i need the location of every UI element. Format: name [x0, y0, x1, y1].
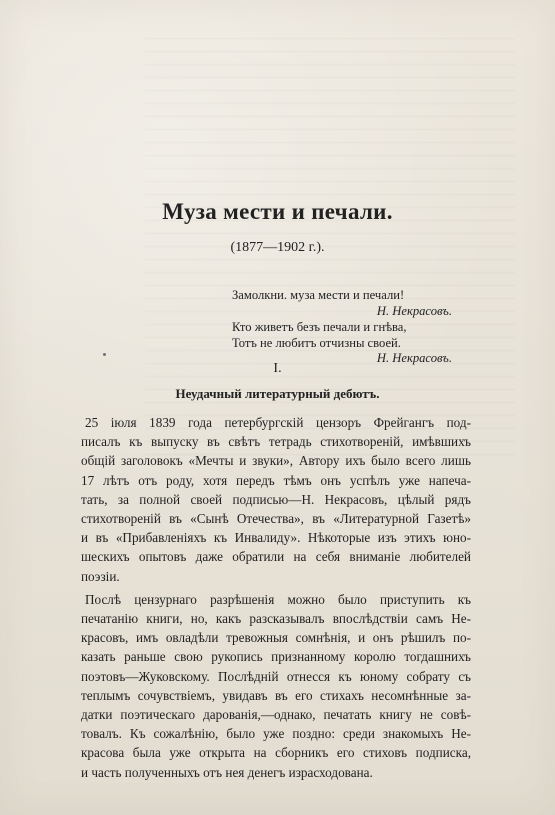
text-line: 25 іюля 1839 года петербургскій цензоръ Фрейгангъ под- [85, 415, 471, 430]
text-line: датки поэтическаго дарованія,—однако, печатать книгу не совѣ- [81, 707, 471, 723]
epigraph-author: Н. Некрасовъ. [376, 303, 452, 318]
epigraph-line: Кто живетъ безъ печали и гнѣва, [232, 319, 407, 334]
text-line: поэтовъ—Жуковскому. Послѣдній отнесся къ юному собрату съ [81, 668, 471, 684]
text-line: и часть полученныхъ отъ нея денегъ израсходована. [81, 764, 373, 780]
text-line: теплымъ сочувствіемъ, увидавъ въ его стихахъ несомнѣнные за- [81, 687, 471, 703]
text-line: шескихъ опытовъ даже обратили на себя вниманіе любителей [81, 549, 471, 565]
text-line: красовъ, имъ овладѣли тревожныя сомнѣнія, и онъ рѣшилъ по- [81, 630, 471, 646]
text-line: Послѣ цензурнаго разрѣшенія можно было приступить къ [85, 591, 471, 607]
paragraph [81, 413, 471, 586]
text-line: казать раньше свою рукопись признанному королю тогдашнихъ [81, 649, 471, 665]
text-line: красова была уже открыта на сборникъ его стиховъ подписка, [81, 745, 471, 761]
text-line: печатанію книги, но, какъ разсказывалъ впослѣдствіи самъ Не- [81, 611, 471, 627]
page-title: Муза мести и печали. [162, 199, 393, 224]
epigraph-author: Н. Некрасовъ. [376, 351, 452, 366]
paragraph [81, 590, 471, 782]
ink-dot [103, 353, 106, 356]
page-subtitle: (1877—1902 г.). [230, 240, 325, 255]
text-line: товалъ. Къ сожалѣнію, было уже поздно: среди знакомыхъ Не- [81, 726, 471, 742]
chapter-number: I. [273, 361, 282, 376]
text-line: 17 лѣтъ отъ роду, хотя передъ тѣмъ онъ успѣлъ уже напеча- [81, 472, 471, 488]
epigraph-line: Замолкни. муза мести и печали! [232, 288, 405, 302]
chapter-title: Неудачный литературный дебютъ. [175, 386, 380, 401]
text-line: писалъ къ выпуску въ свѣтъ тетрадь стихотвореній, имѣвшихъ [81, 434, 471, 450]
text-line: тать, за полной своей подписью—Н. Некрасовъ, цѣлый рядъ [81, 491, 471, 507]
text-line: и въ «Прибавленіяхъ къ Инвалиду». Нѣкоторые изъ этихъ юно- [81, 530, 471, 546]
body-text [81, 413, 471, 786]
epigraph-line: Тотъ не любитъ отчизны своей. [232, 335, 401, 350]
text-line: поэзіи. [81, 568, 120, 584]
epigraph [232, 288, 452, 367]
text-line: стихотвореній въ «Сынѣ Отечества», въ «Литературной Газетѣ» [81, 511, 471, 527]
text-line: общій заголовокъ «Мечты и звуки», Автору ихъ было всего лишь [81, 453, 471, 469]
